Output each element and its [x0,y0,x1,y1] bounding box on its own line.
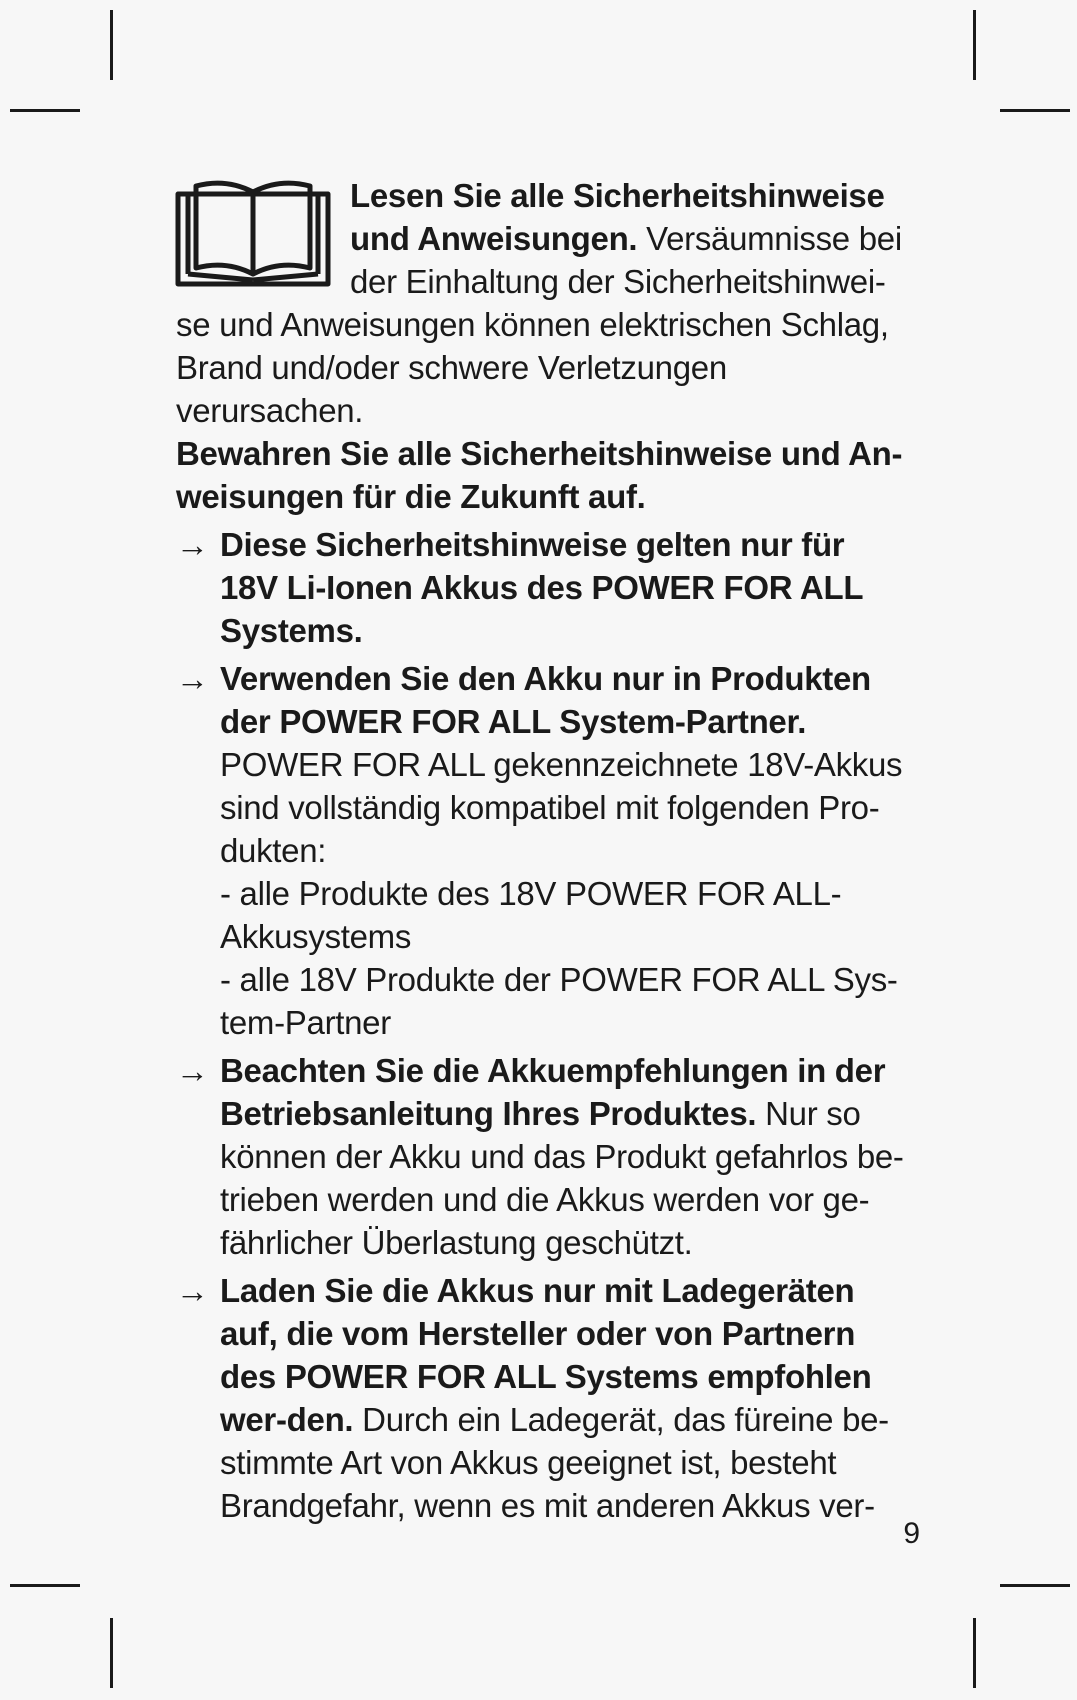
crop-mark-top-right-vertical [973,10,976,80]
safety-instructions [176,174,906,1527]
item-text: POWER FOR ALL gekennzeichnete 18V-Akkus sind vollständig kompatibel mit folgenden Pro-dukten: [220,746,903,869]
arrow-icon: → [176,1052,209,1089]
item-bold-text: Diese Sicherheitshinweise gelten nur für 18V Li-Ionen Akkus des POWER FOR ALL Systems. [220,526,863,649]
list-item [176,523,906,652]
arrow-icon: → [176,526,209,563]
crop-mark-top-left-vertical [110,10,113,80]
compatible-products-item: - alle 18V Produkte der POWER FOR ALL Sys-tem-Partner [220,961,898,1041]
arrow-icon: → [176,660,209,697]
intro-bold-warning: Lesen Sie alle Sicherheitshinweise und Anweisungen. [350,177,885,257]
item-bold-text: Laden Sie die Akkus nur mit Ladegeräten auf, die vom Hersteller oder von Partnern des POWER FOR ALL Systems empfohlen wer-den. [220,1272,872,1438]
item-bold-text: Verwenden Sie den Akku nur in Produkten der POWER FOR ALL System-Partner. [220,660,871,740]
list-item [176,1049,906,1264]
crop-mark-bottom-left-vertical [110,1618,113,1688]
crop-mark-bottom-right-vertical [973,1618,976,1688]
item-text: Durch ein Ladegerät, das füreine be-stimmte Art von Akkus geeignet ist, besteht Brandgefahr, wenn es mit anderen Akkus ver- [220,1401,889,1524]
page-number: 9 [903,1517,920,1550]
list-item [176,1269,906,1527]
crop-mark-top-left-horizontal [10,109,80,112]
compatible-products-item: - alle Produkte des 18V POWER FOR ALL-Akkusystems [220,875,842,955]
item-bold-text: Beachten Sie die Akkuempfehlungen in der Betriebsanleitung Ihres Produktes. [220,1052,886,1132]
intro-text: Versäumnisse bei der Einhaltung der Sicherheitshinwei-se und Anweisungen können elektrischen Schlag, Brand und/oder schwere Verletzungen verursachen. [176,220,902,429]
book-icon [174,176,332,288]
crop-mark-top-right-horizontal [1000,109,1070,112]
crop-mark-bottom-left-horizontal [10,1584,80,1587]
list-item [176,657,906,1044]
item-text: Nur so können der Akku und das Produkt gefahrlos be-trieben werden und die Akkus werden vor ge-fährlicher Überlastung geschützt. [220,1095,904,1261]
crop-mark-bottom-right-horizontal [1000,1584,1070,1587]
arrow-icon: → [176,1272,209,1309]
keep-instructions-note: Bewahren Sie alle Sicherheitshinweise und An-weisungen für die Zukunft auf. [176,435,903,515]
